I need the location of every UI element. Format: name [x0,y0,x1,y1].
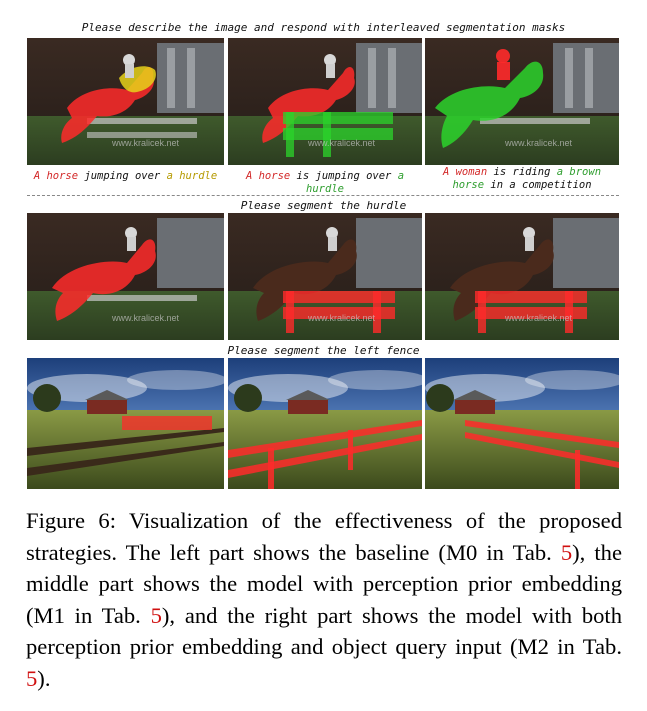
watermark: www.kralicek.net [112,313,180,323]
image-row2-m1 [228,213,422,340]
image-row1-m2 [425,38,619,165]
image-row3-m1 [228,358,422,489]
caption-row1-m2: A woman is riding a brown horse in a competition [442,166,602,191]
watermark: www.kralicek.net [308,138,376,148]
prompt-row1: Please describe the image and respond with interleaved segmentation masks [81,21,566,34]
watermark: www.kralicek.net [505,313,573,323]
mask-hurdle-green [283,112,393,124]
figure-caption: Figure 6: Visualization of the effectiveness of the proposed strategies. The left part shows the baseline (M0 in Tab. 5), the middle part shows the model with perception prior embedding (M1 in Tab. 5), and the right part shows the model with both perception prior embedding and object query input (M2 in Tab. 5). [26,508,622,691]
table-ref-link[interactable]: 5 [150,602,162,628]
table-ref-link[interactable]: 5 [560,539,573,565]
figure-label: Figure 6: [26,508,117,533]
watermark: www.kralicek.net [505,138,573,148]
watermark: www.kralicek.net [112,138,180,148]
prompt-row2: Please segment the hurdle [240,199,407,212]
watermark: www.kralicek.net [308,313,376,323]
prompt-row3: Please segment the left fence [227,344,420,357]
image-row3-m2 [425,358,619,489]
caption-row1-m1: A horse is jumping over a hurdle [245,170,405,195]
caption-row1-m0: A horse jumping over a hurdle [33,170,218,182]
mask-woman-red [496,49,510,63]
table-ref-link[interactable]: 5 [26,665,38,691]
mask-fence-red [122,416,212,430]
image-row3-m0 [27,358,224,489]
dashed-divider [27,195,619,196]
image-row1-m1 [228,38,422,165]
image-row2-m2 [425,213,619,340]
image-row2-m0 [27,213,224,340]
image-row1-m0 [27,38,224,165]
